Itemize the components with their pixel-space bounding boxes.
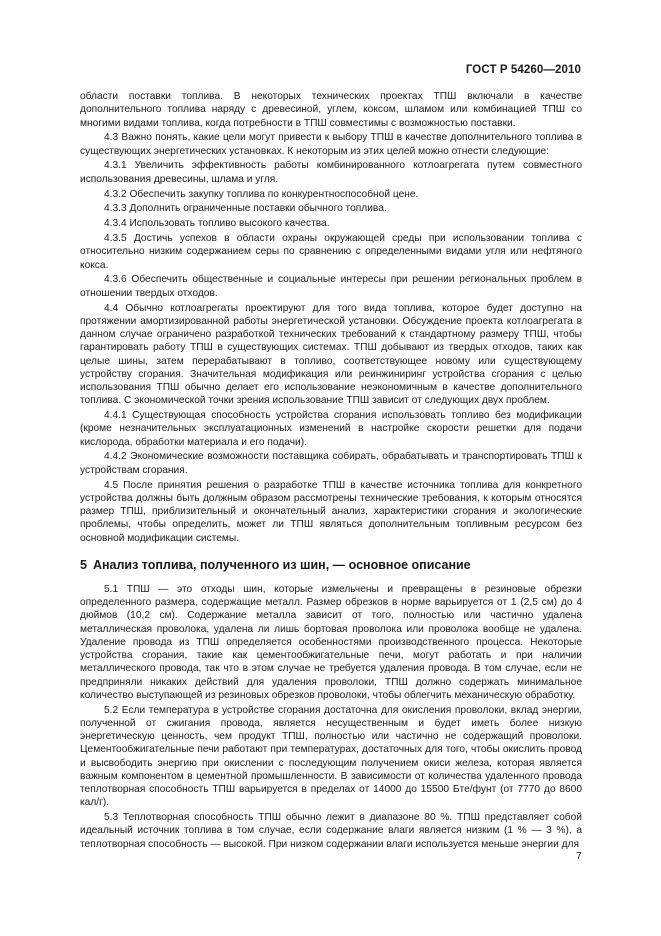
page-body bbox=[80, 90, 582, 853]
section-title: Анализ топлива, полученного из шин, — основное описание bbox=[92, 557, 471, 572]
section-heading bbox=[80, 558, 582, 573]
paragraph-4-4: 4.4 Обычно котлоагрегаты проектируют для того вида топлива, которое будет доступно на протяжении амортизированной работы энергетической установки. Обсуждение проекта котлоагрегата в данном случае ограничено разработкой технических требований к стандартному размеру ТПШ, чтобы гарантировать работу ТПШ в существующих системах. ТПШ добывают из твердых отходов, таких как целые шины, затем перерабатывают в топливо, соответствующее новому или существующему устройству сгорания. Значительная модификация или реинжиниринг устройства сгорания с целью использования ТПШ обычно делает его использование неэкономичным в качестве дополнительного топлива. С экономической точки зрения использование ТПШ зависит от следующих двух проблем. bbox=[80, 302, 582, 407]
section-number: 5 bbox=[80, 557, 87, 572]
paragraph-4-3-6: 4.3.6 Обеспечить общественные и социальные интересы при решении региональных проблем в отношении твердых отходов. bbox=[80, 274, 582, 299]
paragraph-4-3-1: 4.3.1 Увеличить эффективность работы комбинированного котлоагрегата путем совместного использования древесины, шлама и угля. bbox=[80, 160, 582, 185]
paragraph-4-4-1: 4.4.1 Существующая способность устройства сгорания использовать топливо без модификации (кроме незначительных эксплуатационных изменений в настройке скорости решетки для подачи кислорода, обработки материала и его подачи). bbox=[80, 410, 582, 448]
paragraph-5-3: 5.3 Теплотворная способность ТПШ обычно лежит в диапазоне 80 %. ТПШ представляет собой идеальный источник топлива в том случае, если содержание влаги является низким (1 % — 3 %), а теплотворная способность — высокой. При низком содержании влаги используется меньше энергии для bbox=[80, 812, 582, 850]
document-code-header: ГОСТ Р 54260—2010 bbox=[465, 64, 581, 76]
paragraph-4-3-4: 4.3.4 Использовать топливо высокого качества. bbox=[104, 218, 330, 230]
paragraph-4-4-2: 4.4.2 Экономические возможности поставщика собирать, обрабатывать и транспортировать ТПШ к устройствам сгорания. bbox=[80, 451, 582, 476]
paragraph-4-3-2: 4.3.2 Обеспечить закупку топлива по конкурентноспособной цене. bbox=[104, 188, 419, 200]
paragraph-4-3-5: 4.3.5 Достичь успехов в области охраны окружающей среды при использовании топлива с относительно низким содержанием серы по сравнению с определенными видами угля или нефтяного кокса. bbox=[80, 233, 582, 271]
paragraph-5-1: 5.1 ТПШ — это отходы шин, которые измельчены и превращены в резиновые обрезки определенного размера, содержащие металл. Размер обрезков в норме варьируется от 1 (2,5 см) до 4 дюймов (10,2 см). Содержание металла зависит от того, полностью или частично удалена металлическая проволока, удалена ли лишь бортовая проволока или проволока вообще не удалена. Удаление провода из ТПШ определяется особенностями производственного процесса. Некоторые устройства сгорания, такие как цементообжигательные печи, могут работать и при наличии металлического провода, так что в этом случае не требуется удаления провода. В том случае, если не предприняли никаких действий для удаления проволоки, ТПШ должно содержать минимальное количество выступающей из резиновых обрезков проволоки, чтобы облегчить механическую обработку. bbox=[80, 583, 582, 701]
paragraph-4-3: 4.3 Важно понять, какие цели могут привести к выбору ТПШ в качестве дополнительного топлива в существующих энергетических установках. К некоторым из этих целей можно отнести следующие: bbox=[80, 132, 582, 157]
paragraph-5-2: 5.2 Если температура в устройстве сгорания достаточна для окисления проволоки, вклад энергии, полученной от сжигания провода, является несущественным и будет иметь более низкую энергетическую ценность, чем продукт ТПШ, полностью или частично не содержащий проволоки. Цементообжигательные печи работают при температурах, достаточных для того, чтобы окислить провод и высвободить энергию при окислении с последующим получением окиси железа, которая является важным компонентом в цементной промышленности. В зависимости от количества удаленного провода теплотворная способность ТПШ варьируется в пределах от 14000 до 15500 Бте/фунт (от 7770 до 8600 кал/г). bbox=[80, 704, 582, 809]
paragraph-4-5: 4.5 После принятия решения о разработке ТПШ в качестве источника топлива для конкретного устройства должны быть должным образом рассмотрены технические требования, к которым относятся размер ТПШ, приблизительный и окончательный анализ, характеристики сгорания и экологические проблемы, чтобы определить, может ли ТПШ являться дополнительным топливным ресурсом без основной модификации системы. bbox=[80, 479, 582, 544]
paragraph-continuation: области поставки топлива. В некоторых технических проектах ТПШ включали в качестве дополнительного топлива наряду с древесиной, углем, коксом, шламом или комбинацией ТПШ со многими видами топлива, когда потребности в ТПШ совместимы с возможностью поставки. bbox=[80, 91, 582, 129]
paragraph-4-3-3: 4.3.3 Дополнить ограниченные поставки обычного топлива. bbox=[104, 203, 387, 215]
page-number: 7 bbox=[576, 850, 582, 862]
